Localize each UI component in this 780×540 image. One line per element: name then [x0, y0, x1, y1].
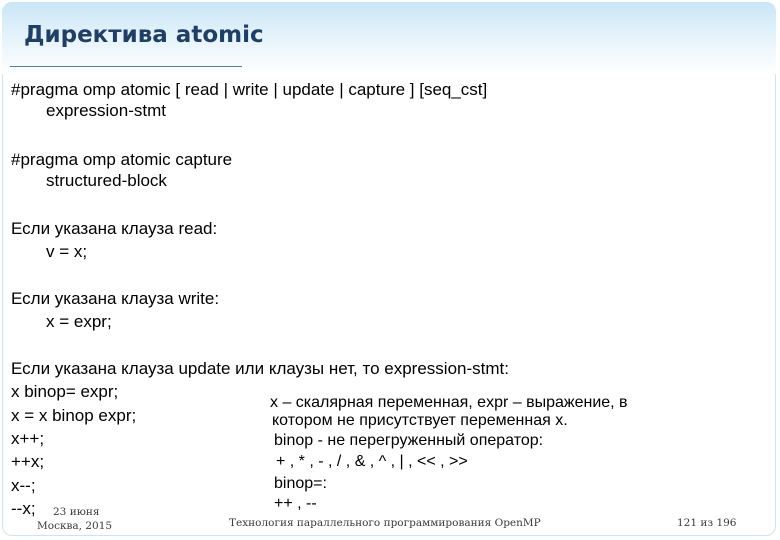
syntax-line-2: expression-stmt: [46, 101, 166, 120]
note-line-5: binop=:: [274, 475, 327, 492]
syntax-line-3: #pragma omp atomic capture: [11, 150, 233, 169]
read-clause-text: Если указана клауза read:: [11, 219, 218, 238]
note-line-6: ++ , --: [274, 495, 317, 512]
update-expr-4: ++x;: [11, 452, 45, 471]
update-expr-6: --x;: [11, 499, 36, 518]
syntax-line-4: structured-block: [46, 171, 167, 190]
footer-city: Москва, 2015: [37, 520, 113, 532]
footer-course: Технология параллельного программирования OpenMP: [229, 517, 541, 529]
update-clause-text: Если указана клауза update или клаузы нет, то expression-stmt:: [11, 359, 509, 378]
footer-date: 23 июня: [53, 506, 100, 518]
note-line-2: котором не присутствует переменная x.: [272, 412, 568, 429]
note-line-4: + , * , - , / , & , ^ , | , << , >>: [276, 453, 468, 470]
slide-title: Директива atomic: [24, 22, 264, 48]
update-expr-5: x--;: [11, 476, 36, 495]
note-line-1: x – скалярная переменная, expr – выражение, в: [270, 394, 628, 411]
note-line-3: binop - не перегруженный оператор:: [274, 432, 544, 449]
write-clause-expr: x = expr;: [46, 312, 112, 331]
read-clause-expr: v = x;: [46, 242, 88, 261]
write-clause-text: Если указана клауза write:: [11, 289, 220, 308]
syntax-line-1: #pragma omp atomic [ read | write | update | capture ] [seq_cst]: [11, 80, 488, 99]
title-underline: [10, 66, 242, 67]
update-expr-3: x++;: [11, 429, 45, 448]
update-expr-1: x binop= expr;: [11, 382, 119, 401]
update-expr-2: x = x binop expr;: [11, 406, 137, 425]
footer-page-number: 121 из 196: [677, 517, 737, 529]
